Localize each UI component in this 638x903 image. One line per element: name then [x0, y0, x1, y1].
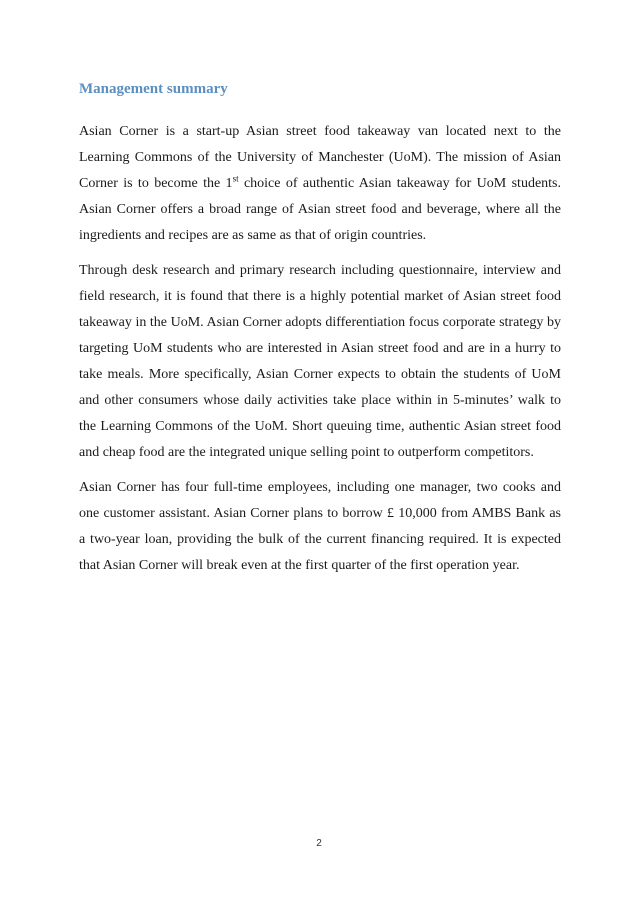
ordinal-superscript: st [232, 173, 239, 184]
paragraph-mission-text-1: Asian Corner is a start-up Asian street food takeaway van located next to the Learning Commons of the University of Manchester (UoM). The mission of Asian Corner is to become the 1 [79, 124, 561, 191]
page-content [79, 78, 561, 588]
section-heading: Management summary [79, 81, 228, 97]
paragraph-mission [79, 119, 561, 249]
paragraph-employees-financing: Asian Corner has four full-time employees, including one manager, two cooks and one customer assistant. Asian Corner plans to borrow £ 10,000 from AMBS Bank as a two-year loan, providing the bulk of the current financing required. It is expected that Asian Corner will break even at the first quarter of the first operation year. [79, 480, 561, 573]
paragraph-research: Through desk research and primary research including questionnaire, interview and field research, it is found that there is a highly potential market of Asian street food takeaway in the UoM. Asian Corner adopts differentiation focus corporate strategy by targeting UoM students who are interested in Asian street food and are in a hurry to take meals. More specifically, Asian Corner expects to obtain the students of UoM and other consumers whose daily activities take place within in 5-minutes’ walk to the Learning Commons of the UoM. Short queuing time, authentic Asian street food and cheap food are the integrated unique selling point to outperform competitors. [79, 263, 561, 460]
page-number: 2 [316, 838, 322, 849]
paragraph-mission-text-2: choice of authentic Asian takeaway for UoM students. Asian Corner offers a broad range of Asian street food and beverage, where all the ingredients and recipes are as same as that of origin countries. [79, 176, 561, 243]
